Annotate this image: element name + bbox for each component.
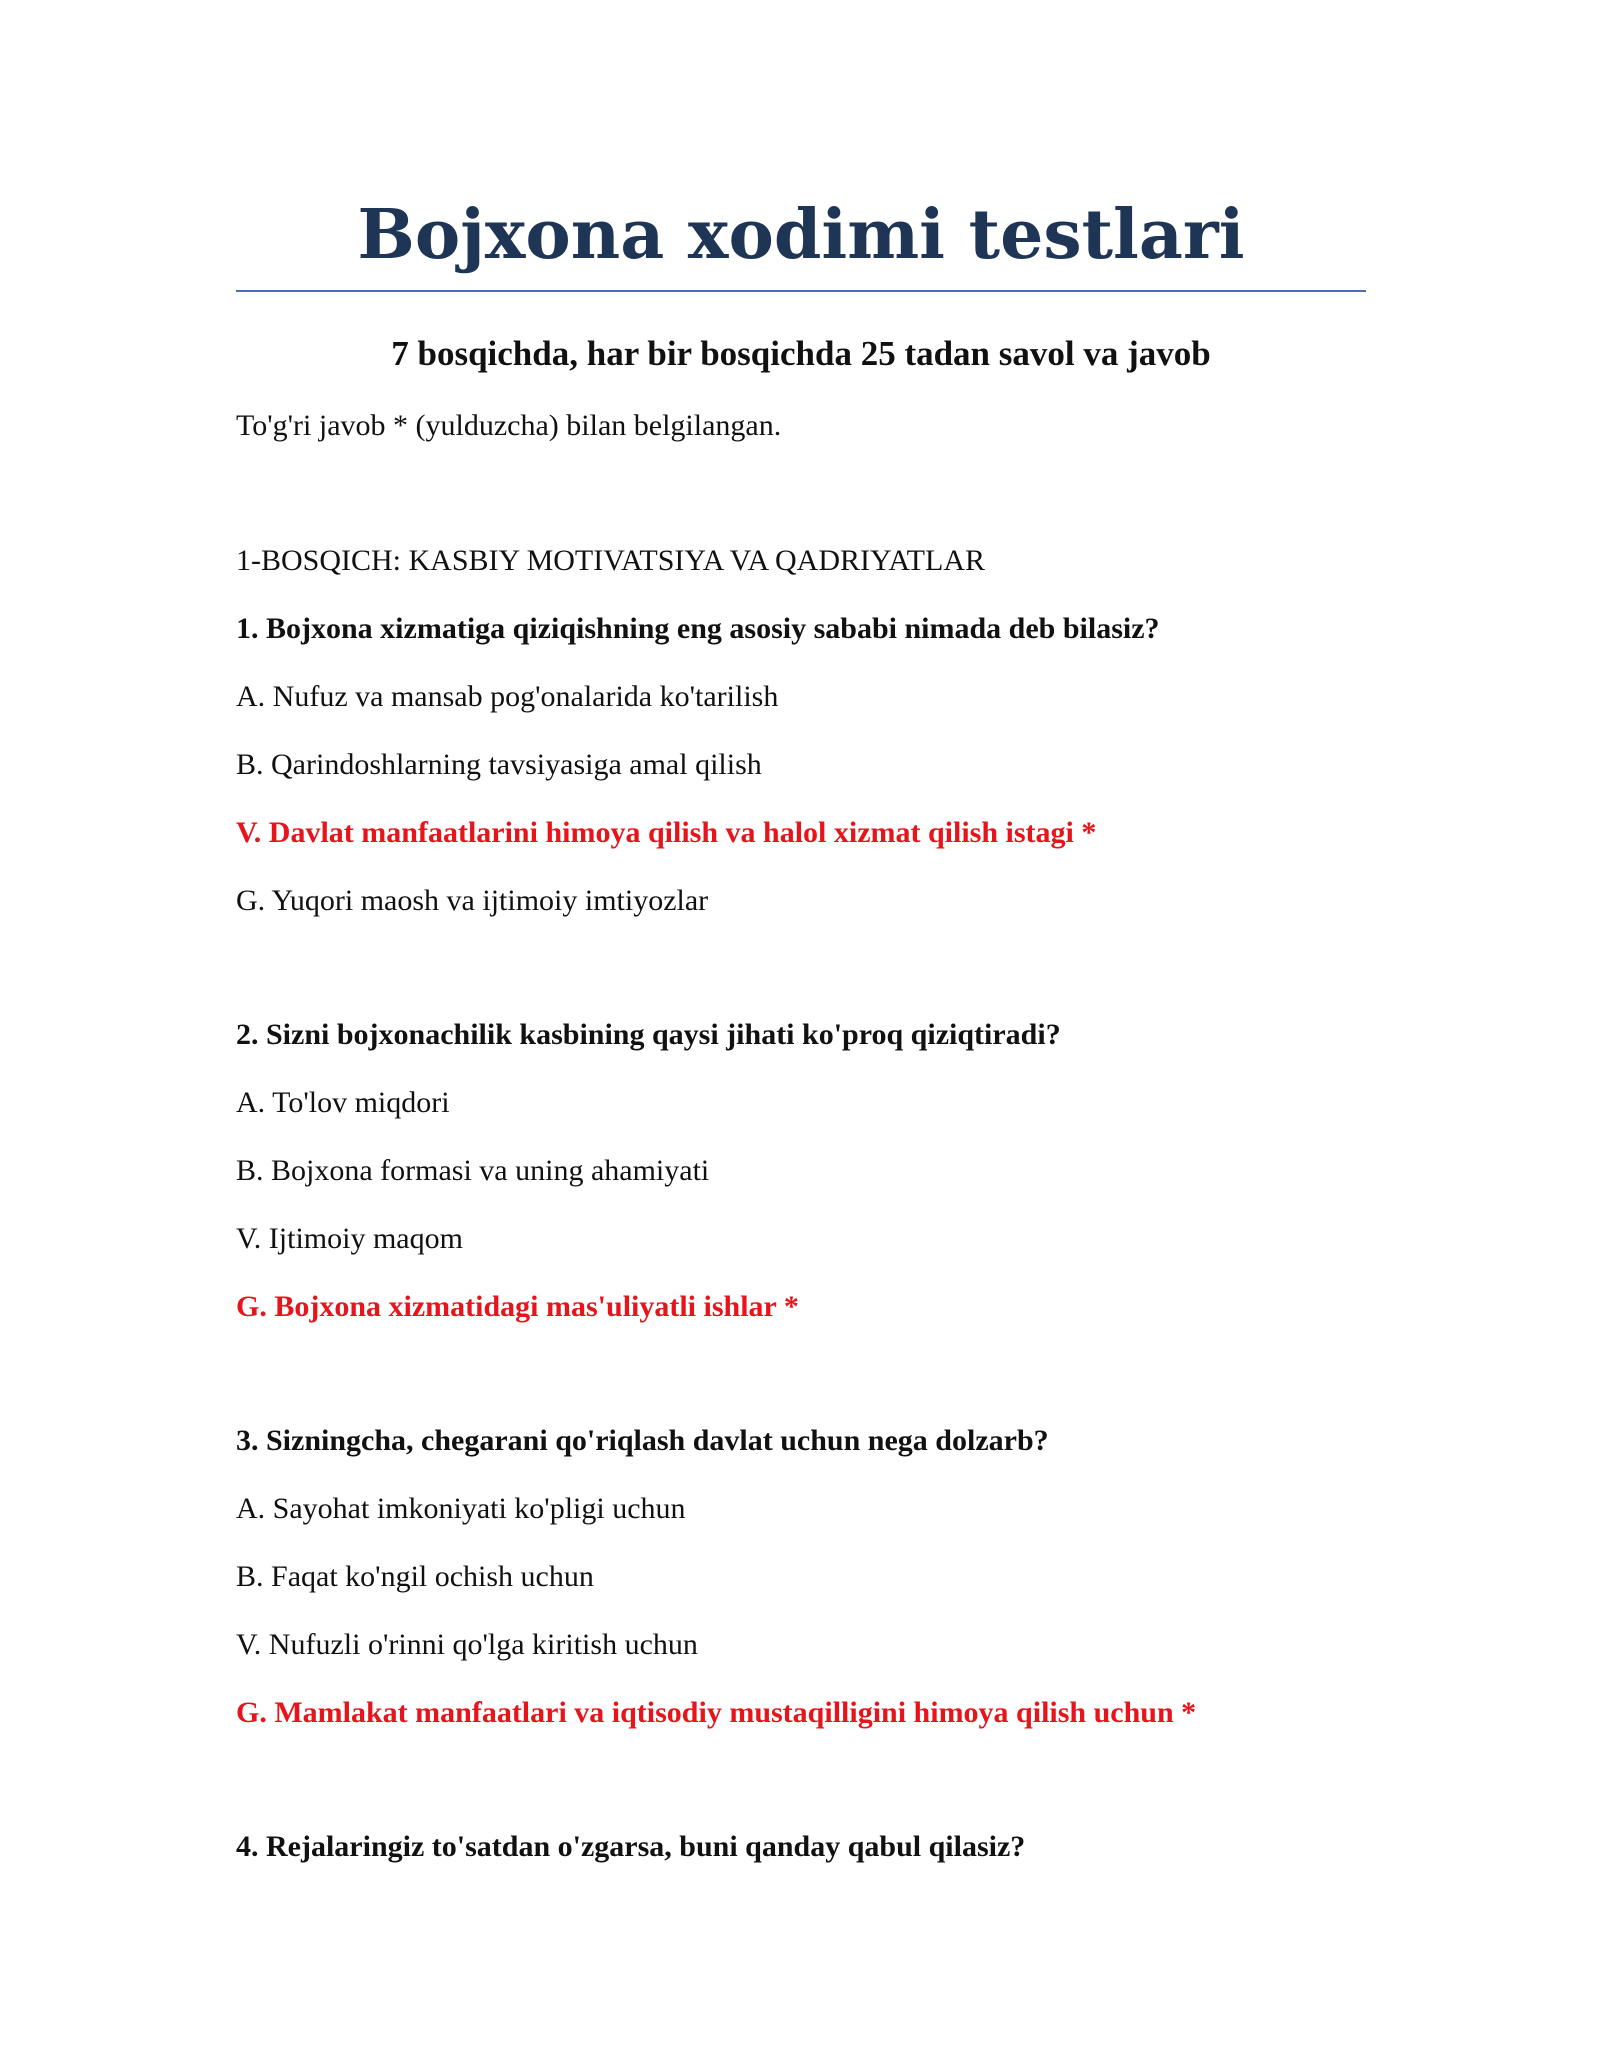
question-2-option-b: B. Bojxona formasi va uning ahamiyati [236,1154,710,1187]
question-2-option-a: A. To'lov miqdori [236,1086,450,1119]
document-subtitle: 7 bosqichda, har bir bosqichda 25 tadan savol va javob [391,334,1211,373]
question-2-option-v: V. Ijtimoiy maqom [236,1222,463,1255]
title-underline [236,290,1366,292]
question-3-option-b: B. Faqat ko'ngil ochish uchun [236,1560,594,1593]
question-2-option-g-correct: G. Bojxona xizmatidagi mas'uliyatli ishlar * [236,1290,799,1323]
question-3: 3. Sizningcha, chegarani qo'riqlash davlat uchun nega dolzarb? [236,1424,1049,1457]
document-title: Bojxona xodimi testlari [357,195,1245,275]
section-heading: 1-BOSQICH: KASBIY MOTIVATSIYA VA QADRIYATLAR [236,544,985,577]
question-3-option-g-correct: G. Mamlakat manfaatlari va iqtisodiy mustaqilligini himoya qilish uchun * [236,1696,1197,1729]
question-1: 1. Bojxona xizmatiga qiziqishning eng asosiy sababi nimada deb bilasiz? [236,612,1160,645]
question-4: 4. Rejalaringiz to'satdan o'zgarsa, buni qanday qabul qilasiz? [236,1830,1026,1863]
question-1-option-a: A. Nufuz va mansab pog'onalarida ko'tarilish [236,680,779,713]
question-3-option-a: A. Sayohat imkoniyati ko'pligi uchun [236,1492,686,1525]
question-3-option-v: V. Nufuzli o'rinni qo'lga kiritish uchun [236,1628,698,1661]
question-2: 2. Sizni bojxonachilik kasbining qaysi jihati ko'proq qiziqtiradi? [236,1018,1061,1051]
question-1-option-v-correct: V. Davlat manfaatlarini himoya qilish va halol xizmat qilish istagi * [236,816,1097,849]
question-1-option-g: G. Yuqori maosh va ijtimoiy imtiyozlar [236,884,709,917]
question-1-option-b: B. Qarindoshlarning tavsiyasiga amal qilish [236,748,762,781]
answer-key-note: To'g'ri javob * (yulduzcha) bilan belgilangan. [236,409,782,442]
